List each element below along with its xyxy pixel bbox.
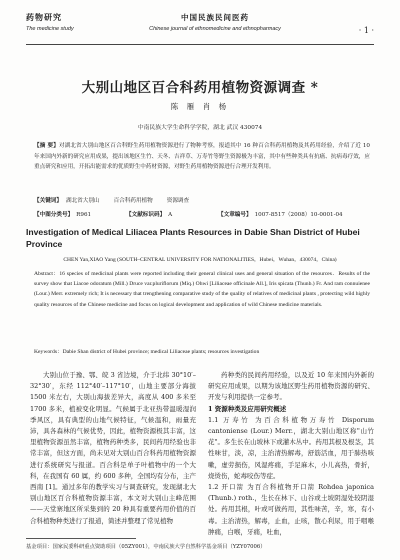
clc-label: 【中图分类号】 bbox=[34, 212, 74, 218]
abstract-zh bbox=[34, 141, 370, 173]
page-number: · 1 · bbox=[358, 26, 374, 35]
subsection-paragraph: 1.1 万寿竹 为百合科植物万寿竹 Disporum cantoniense (Lour.) Merr.，湖北大别山地区称"山竹花"。多生长在山坡林下或灌木丛中。药用其根及根茎，其性味甘，淡，凉，主治清热解毒，舒筋活血，用于肺热咳嗽，虚劳损伤，风湿疼痛，手足麻木，小儿高热，骨折，烧烫伤，蛇毒咬伤等症。 bbox=[208, 415, 374, 480]
keyword-zh: 资源调查 bbox=[166, 198, 190, 204]
journal-name-zh: 中国民族民间医药 bbox=[181, 13, 249, 22]
keyword-zh: 湖北省大别山 bbox=[65, 198, 100, 204]
article-title-en: Investigation of Medical Liliacea Plants Resources in Dabie Shan District of Hubei Province bbox=[26, 227, 360, 249]
affiliation-zh: 中南民族大学生命科学学院，湖北 武汉 430074 bbox=[137, 125, 263, 131]
authors-zh: 陈 雁 肖 杨 bbox=[170, 102, 230, 111]
body-paragraph: 大别山位于豫、鄂、皖 3 省边境，介于北纬 30°10′–32°30′，东经 112°40′–117°10′，山地主要部分海拔 1500 米左右，大别山海拔差异大，高度从 400 多米至 1700 多米，植被变化明显。气候属于北亚热带温暖湿润季风区，具有典型的山地气候特征，气候温和，雨量充沛，具各森林的气候优势，因此，植物资源极其丰富，这里植物资源虽然丰富，植物药种类多，民间药用经验也非常丰富，但这方面，尚未见对大别山百合科药用植物资源进行系统研究与报道。百合科是单子叶植物中的一个大科，在我国有 60 属，约 600 多种，全国均有分布，主产西南 [1]。通过多年的教学实习与调查研究，发现湖北大别山地区百合科植物资源丰富，本文对大别山主峰范围——天堂寨地区所采集到的 20 种具有重要药用价值的百合科植物种类进行了报道，简述并整理了常见植物 bbox=[30, 371, 196, 525]
section-name-zh: 药物研究 bbox=[26, 12, 62, 22]
doc-code-label: 【文献标识码】 bbox=[126, 212, 166, 218]
keywords-zh bbox=[34, 196, 203, 204]
body-column-left bbox=[30, 370, 196, 527]
footnote-rule bbox=[26, 538, 136, 539]
abstract-zh-label: 【摘 要】 bbox=[34, 143, 59, 149]
body-column-right bbox=[208, 370, 374, 538]
article-number-label: 【文章编号】 bbox=[218, 212, 252, 218]
journal-name-en: Chinese journal of ethnomedicine and ethnopharmacy bbox=[149, 26, 281, 32]
authors-en: CHEN Yan,XIAO Yang (SOUTH–CENTRAL UNIVERSITY FOR NATIONALITIES，Hubei，Wuhan，430074，China) bbox=[63, 257, 337, 263]
footnote bbox=[26, 538, 374, 550]
body-paragraph: 药种类的民间药用经验，以及近 10 年来国内外新的研究应用成果，以期为该地区野生药用植物资源的研究、开发与利用提供一定参考。 bbox=[208, 371, 374, 402]
abstract-en: Abstract：16 species of medicinal plants were reported including their general clinical uses and general situation of the resources．Results of the survey show that Liacoe odoratum (Mill.) Druce var.pluriflorum (Miq.) Ohwi [Liliaceae officinale All.], Iris spicata (Thunb.) Fr. And ram connuienee (Lour.) Merr. extremely rich; It is necessary that trengthening comparative study of the quality of relatives of medicinal plants , protecting wild highly quality resources of the Chinese medicine and focus on logical development and application of wild Chinese medicine materials. bbox=[34, 271, 370, 308]
classification-zh bbox=[34, 210, 370, 218]
keywords-en: Keywords：Dabie Shan district of Hubei province; medical Liliaceae plants; resources investigation bbox=[34, 349, 260, 355]
header-rule bbox=[26, 44, 374, 45]
running-header bbox=[26, 8, 374, 48]
abstract-zh-text: 对湖北省大别山地区百合科野生药用植物资源进行了物种考察，报道其中 16 种百合科药用植物及其药用经验，介绍了近 10 年来国内外新的研究应用成果，提出该地区生竹、天冬、吉祥草、万寿竹等野生资源极为丰富，其中有些种类具有抗癌、抗病毒疗效，应重点研究和应用，开拓出能需求的优质野生中药材资源，对野生药用植物资源进行合理开发利用。 bbox=[34, 143, 370, 170]
article-number-value: 1007-8517（2008）10-0001-04 bbox=[254, 212, 343, 218]
doc-code-value: A bbox=[168, 212, 173, 218]
header-center bbox=[96, 12, 334, 32]
keywords-zh-label: 【关键词】 bbox=[34, 198, 62, 204]
header-left bbox=[26, 12, 86, 32]
subsection-paragraph: 1.2 开口箭 为百合科植物开口箭 Rohdea japonica (Thunb.) roth.，生长在林下、山谷或土坡阴湿处较阴湿处。药用其根，叶或可做药用，其性味苦，辛，寒，有小毒。主治清热，解毒，止血，止咳，散心利尿，用于咽喉肿痛，白喉，牙痛，吐血， bbox=[208, 483, 374, 536]
footnote-text: 基金项目：国家民委科研重点资助项目（05ZY001），中南民族大学自然科学基金项目（YZY07006） bbox=[26, 544, 266, 550]
body-text bbox=[26, 370, 374, 536]
article-title-zh: 大别山地区百合科药用植物资源调查 * bbox=[81, 80, 319, 96]
keyword-zh: 百合科药用植物 bbox=[113, 198, 153, 204]
clc-value: R961 bbox=[76, 212, 92, 218]
section-heading: 1 资源种类及应用研究概述 bbox=[208, 404, 287, 413]
section-name-en: The medicine study bbox=[26, 26, 74, 32]
